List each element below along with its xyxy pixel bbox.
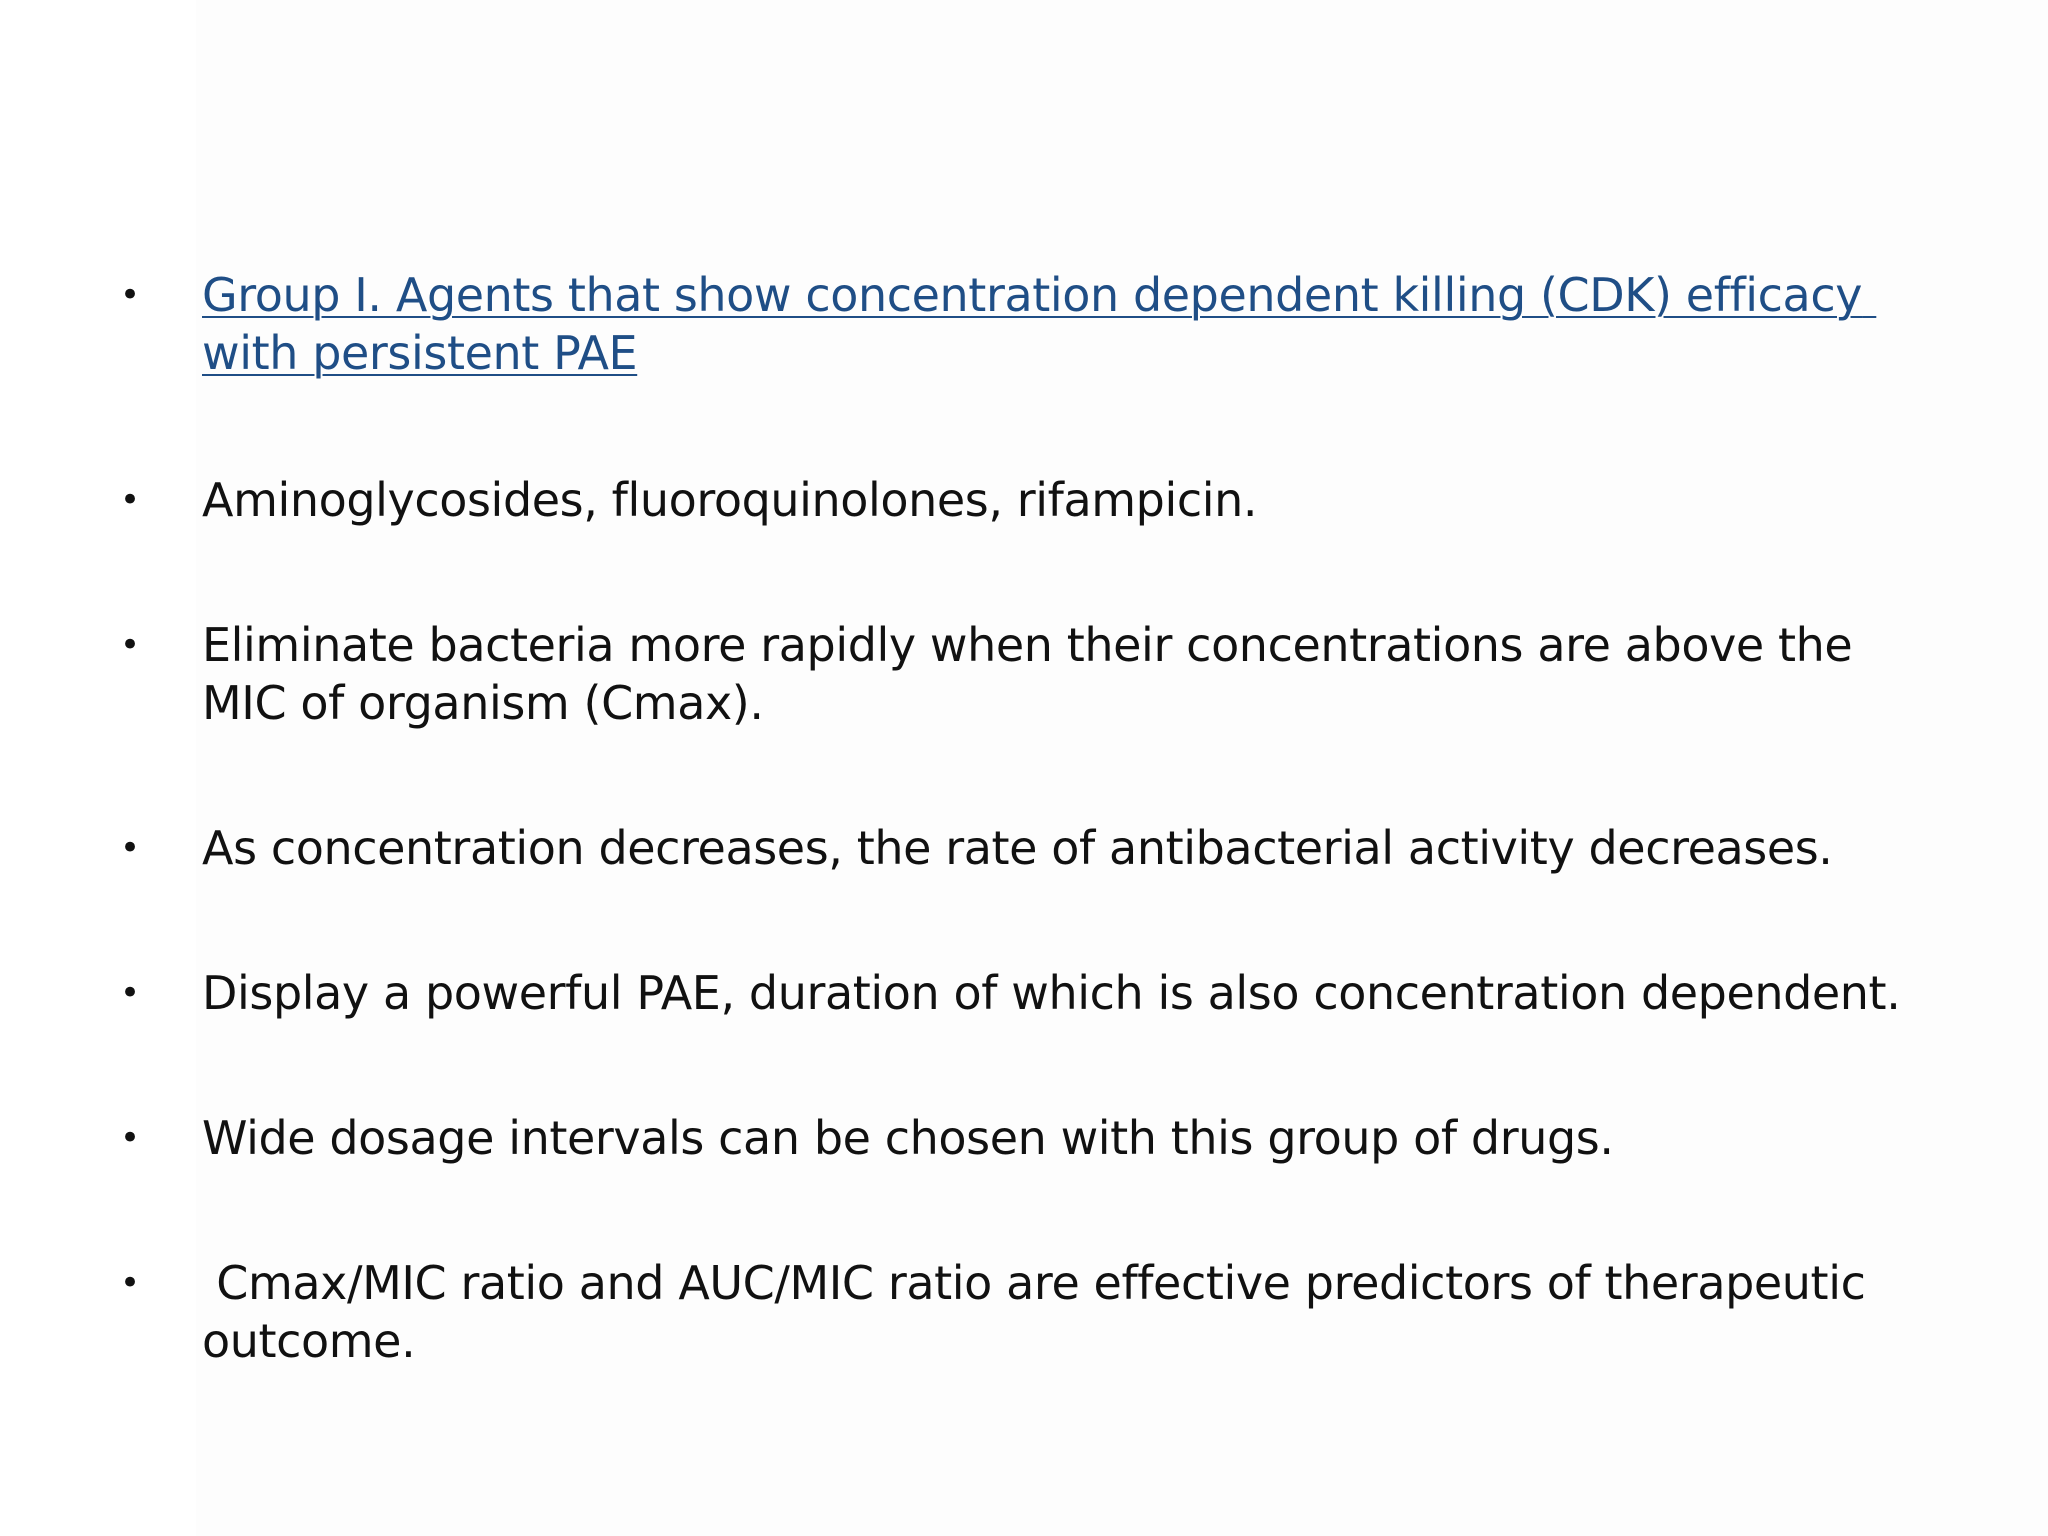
- bullet-item-dosage-intervals: [120, 1109, 1960, 1167]
- bullet-item-agents: [120, 471, 1960, 529]
- bullet-item-concentration-decreases: [120, 819, 1960, 877]
- bullet-text-concentration-decreases: As concentration decreases, the rate of antibacterial activity decreases.: [202, 821, 1833, 875]
- bullet-dot-icon: •: [120, 1118, 141, 1158]
- bullet-dot-icon: •: [120, 973, 141, 1013]
- bullet-text-dosage-intervals: Wide dosage intervals can be chosen with this group of drugs.: [202, 1111, 1614, 1165]
- bullet-dot-icon: •: [120, 1263, 141, 1303]
- bullet-text-agents: Aminoglycosides, fluoroquinolones, rifampicin.: [202, 473, 1258, 527]
- bullet-text-predictors: Cmax/MIC ratio and AUC/MIC ratio are effective predictors of therapeutic outcome.: [202, 1256, 1880, 1368]
- bullet-item-powerful-pae: [120, 964, 1960, 1022]
- bullet-text-eliminate-bacteria: Eliminate bacteria more rapidly when their concentrations are above the MIC of organism (Cmax).: [202, 618, 1867, 730]
- bullet-dot-icon: •: [120, 625, 141, 665]
- group-i-link[interactable]: Group I. Agents that show concentration dependent killing (CDK) efficacy with persistent PAE: [202, 268, 1877, 380]
- bullet-item-group-i-link: [120, 266, 1960, 382]
- bullet-item-predictors: [120, 1254, 1960, 1370]
- bullet-dot-icon: •: [120, 480, 141, 520]
- bullet-dot-icon: •: [120, 828, 141, 868]
- bullet-text-powerful-pae: Display a powerful PAE, duration of which is also concentration dependent.: [202, 966, 1901, 1020]
- bullet-dot-icon: •: [120, 275, 141, 315]
- bullet-item-eliminate-bacteria: [120, 616, 1960, 732]
